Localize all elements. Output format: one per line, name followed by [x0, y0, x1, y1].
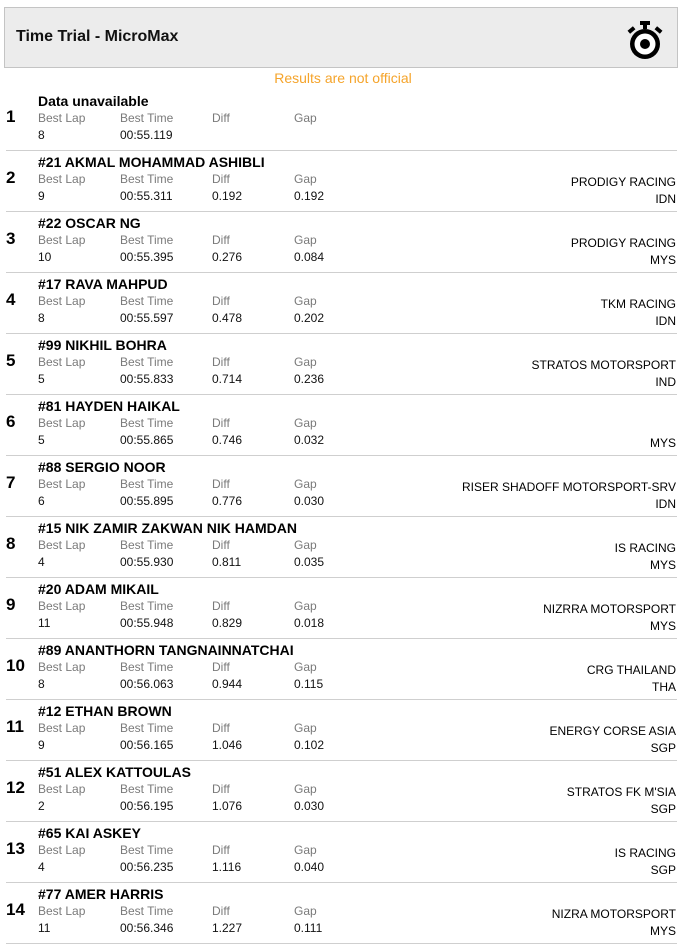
best-time-value: 00:55.311	[120, 189, 173, 203]
nationality: MYS	[649, 619, 676, 633]
driver-name: #51 ALEX KATTOULAS	[38, 764, 191, 780]
gap-label: Gap	[294, 599, 317, 613]
result-row[interactable]	[0, 822, 686, 883]
result-row[interactable]	[0, 578, 686, 639]
team-name: PRODIGY RACING	[570, 236, 676, 250]
driver-name: #20 ADAM MIKAIL	[38, 581, 159, 597]
diff-value: 0.811	[212, 555, 242, 569]
gap-label: Gap	[294, 172, 317, 186]
team-name: NIZRRA MOTORSPORT	[543, 602, 676, 616]
gap-label: Gap	[294, 721, 317, 735]
diff-label: Diff	[212, 233, 230, 247]
best-lap-label: Best Lap	[38, 355, 86, 369]
best-lap-label: Best Lap	[38, 843, 86, 857]
best-time-label: Best Time	[120, 111, 174, 125]
best-time-value: 00:55.395	[120, 250, 174, 264]
gap-value: 0.111	[294, 921, 323, 935]
diff-value: 1.076	[212, 799, 243, 813]
best-lap-value: 9	[38, 738, 45, 752]
best-time-value: 00:55.833	[120, 372, 174, 386]
gap-value: 0.202	[294, 311, 325, 325]
best-lap-value: 8	[38, 128, 45, 142]
diff-value: 0.944	[212, 677, 243, 691]
gap-label: Gap	[294, 111, 317, 125]
result-row[interactable]	[0, 212, 686, 273]
nationality: MYS	[649, 436, 676, 450]
result-row[interactable]	[0, 151, 686, 212]
best-time-value: 00:55.597	[120, 311, 174, 325]
result-row[interactable]	[0, 517, 686, 578]
diff-label: Diff	[212, 843, 230, 857]
best-lap-label: Best Lap	[38, 294, 86, 308]
position: 14	[6, 900, 25, 919]
result-row[interactable]	[0, 456, 686, 517]
diff-value: 0.776	[212, 494, 243, 508]
best-lap-label: Best Lap	[38, 416, 86, 430]
diff-label: Diff	[212, 172, 230, 186]
driver-name: Data unavailable	[38, 93, 149, 109]
position: 6	[6, 412, 16, 431]
position: 12	[6, 778, 25, 797]
best-time-label: Best Time	[120, 660, 174, 674]
driver-name: #89 ANANTHORN TANGNAINNATCHAI	[38, 642, 294, 658]
best-time-label: Best Time	[120, 294, 174, 308]
gap-label: Gap	[294, 782, 317, 796]
position: 10	[6, 656, 25, 675]
best-lap-label: Best Lap	[38, 782, 86, 796]
best-lap-value: 2	[38, 799, 45, 813]
gap-label: Gap	[294, 355, 317, 369]
gap-value: 0.035	[294, 555, 325, 569]
driver-name: #65 KAI ASKEY	[38, 825, 141, 841]
gap-value: 0.040	[294, 860, 325, 874]
best-time-value: 00:55.930	[120, 555, 174, 569]
gap-value: 0.192	[294, 189, 325, 203]
best-time-label: Best Time	[120, 843, 174, 857]
diff-label: Diff	[212, 416, 230, 430]
nationality: IDN	[655, 192, 676, 206]
nationality: MYS	[649, 253, 676, 267]
diff-label: Diff	[212, 538, 230, 552]
best-lap-value: 9	[38, 189, 45, 203]
best-lap-value: 8	[38, 311, 45, 325]
best-lap-label: Best Lap	[38, 477, 86, 491]
best-time-label: Best Time	[120, 782, 174, 796]
diff-value: 0.746	[212, 433, 243, 447]
nationality: IDN	[655, 497, 676, 511]
position: 13	[6, 839, 25, 858]
gap-value: 0.018	[294, 616, 325, 630]
best-time-value: 00:56.165	[120, 738, 174, 752]
gap-label: Gap	[294, 538, 317, 552]
best-time-label: Best Time	[120, 599, 174, 613]
result-row[interactable]	[0, 883, 686, 944]
row-divider	[6, 943, 677, 944]
best-lap-label: Best Lap	[38, 538, 86, 552]
best-time-value: 00:56.063	[120, 677, 174, 691]
diff-value: 1.227	[212, 921, 243, 935]
driver-name: #99 NIKHIL BOHRA	[38, 337, 167, 353]
gap-value: 0.084	[294, 250, 325, 264]
nationality: SGP	[650, 802, 676, 816]
gap-value: 0.115	[294, 677, 324, 691]
best-lap-value: 6	[38, 494, 45, 508]
diff-label: Diff	[212, 599, 230, 613]
best-time-value: 00:56.235	[120, 860, 174, 874]
diff-value: 0.478	[212, 311, 243, 325]
team-name: RISER SHADOFF MOTORSPORT-SRV	[461, 480, 676, 494]
position: 1	[6, 107, 16, 126]
best-lap-value: 4	[38, 860, 45, 874]
result-row[interactable]	[0, 334, 686, 395]
best-lap-value: 5	[38, 372, 45, 386]
nationality: SGP	[650, 741, 676, 755]
diff-value: 1.046	[212, 738, 243, 752]
page-title: Time Trial - MicroMax	[16, 28, 179, 45]
position: 5	[6, 351, 16, 370]
driver-name: #21 AKMAL MOHAMMAD ASHIBLI	[38, 154, 265, 170]
result-row[interactable]	[0, 700, 686, 761]
team-name: NIZRA MOTORSPORT	[551, 907, 676, 921]
stopwatch-icon[interactable]	[627, 21, 663, 61]
driver-name: #17 RAVA MAHPUD	[38, 276, 168, 292]
nationality: THA	[652, 680, 676, 694]
best-time-value: 00:55.948	[120, 616, 174, 630]
diff-label: Diff	[212, 721, 230, 735]
result-row[interactable]	[0, 761, 686, 822]
position: 9	[6, 595, 16, 614]
best-lap-value: 10	[38, 250, 52, 264]
team-name: IS RACING	[614, 846, 676, 860]
best-lap-value: 11	[38, 616, 51, 630]
diff-value: 0.276	[212, 250, 243, 264]
gap-label: Gap	[294, 660, 317, 674]
page-header	[4, 7, 678, 68]
best-time-label: Best Time	[120, 904, 174, 918]
best-time-value: 00:56.195	[120, 799, 174, 813]
gap-value: 0.030	[294, 494, 325, 508]
gap-value: 0.032	[294, 433, 325, 447]
diff-value: 0.192	[212, 189, 243, 203]
diff-value: 0.829	[212, 616, 243, 630]
best-lap-label: Best Lap	[38, 599, 86, 613]
best-time-value: 00:55.119	[120, 128, 173, 142]
gap-label: Gap	[294, 477, 317, 491]
diff-label: Diff	[212, 904, 230, 918]
result-row[interactable]	[0, 639, 686, 700]
position: 7	[6, 473, 16, 492]
best-time-label: Best Time	[120, 416, 174, 430]
best-lap-value: 4	[38, 555, 45, 569]
gap-label: Gap	[294, 233, 317, 247]
best-lap-value: 8	[38, 677, 45, 691]
diff-label: Diff	[212, 355, 230, 369]
driver-name: #77 AMER HARRIS	[38, 886, 164, 902]
diff-label: Diff	[212, 477, 230, 491]
nationality: SGP	[650, 863, 676, 877]
position: 8	[6, 534, 16, 553]
gap-label: Gap	[294, 904, 317, 918]
nationality: MYS	[649, 558, 676, 572]
best-lap-label: Best Lap	[38, 660, 86, 674]
best-time-label: Best Time	[120, 233, 174, 247]
diff-label: Diff	[212, 660, 230, 674]
best-time-value: 00:55.895	[120, 494, 174, 508]
best-lap-label: Best Lap	[38, 172, 86, 186]
best-time-value: 00:56.346	[120, 921, 174, 935]
team-name: TKM RACING	[600, 297, 676, 311]
best-lap-label: Best Lap	[38, 904, 86, 918]
gap-value: 0.030	[294, 799, 325, 813]
diff-label: Diff	[212, 294, 230, 308]
gap-value: 0.102	[294, 738, 325, 752]
team-name: PRODIGY RACING	[570, 175, 676, 189]
results-list	[0, 90, 686, 944]
position: 11	[6, 717, 24, 736]
best-lap-value: 11	[38, 921, 51, 935]
best-time-label: Best Time	[120, 477, 174, 491]
position: 3	[6, 229, 16, 248]
gap-label: Gap	[294, 843, 317, 857]
driver-name: #81 HAYDEN HAIKAL	[38, 398, 180, 414]
team-name: STRATOS FK M'SIA	[566, 785, 676, 799]
driver-name: #88 SERGIO NOOR	[38, 459, 166, 475]
best-lap-label: Best Lap	[38, 111, 86, 125]
best-time-value: 00:55.865	[120, 433, 174, 447]
best-time-label: Best Time	[120, 355, 174, 369]
team-name: IS RACING	[614, 541, 676, 555]
best-time-label: Best Time	[120, 538, 174, 552]
results-notice: Results are not official	[274, 70, 412, 86]
diff-label: Diff	[212, 782, 230, 796]
driver-name: #12 ETHAN BROWN	[38, 703, 172, 719]
gap-label: Gap	[294, 416, 317, 430]
driver-name: #15 NIK ZAMIR ZAKWAN NIK HAMDAN	[38, 520, 297, 536]
position: 2	[6, 168, 16, 187]
nationality: IND	[655, 375, 676, 389]
best-lap-label: Best Lap	[38, 233, 86, 247]
result-row[interactable]	[0, 273, 686, 334]
driver-name: #22 OSCAR NG	[38, 215, 141, 231]
best-lap-label: Best Lap	[38, 721, 86, 735]
diff-label: Diff	[212, 111, 230, 125]
best-time-label: Best Time	[120, 721, 174, 735]
team-name: CRG THAILAND	[586, 663, 676, 677]
diff-value: 1.116	[212, 860, 242, 874]
result-row[interactable]	[0, 395, 686, 456]
best-time-label: Best Time	[120, 172, 174, 186]
gap-label: Gap	[294, 294, 317, 308]
team-name: ENERGY CORSE ASIA	[549, 724, 676, 738]
result-row[interactable]	[0, 90, 686, 151]
nationality: IDN	[655, 314, 676, 328]
gap-value: 0.236	[294, 372, 325, 386]
best-lap-value: 5	[38, 433, 45, 447]
position: 4	[6, 290, 16, 309]
team-name: STRATOS MOTORSPORT	[531, 358, 676, 372]
nationality: MYS	[649, 924, 676, 938]
diff-value: 0.714	[212, 372, 243, 386]
